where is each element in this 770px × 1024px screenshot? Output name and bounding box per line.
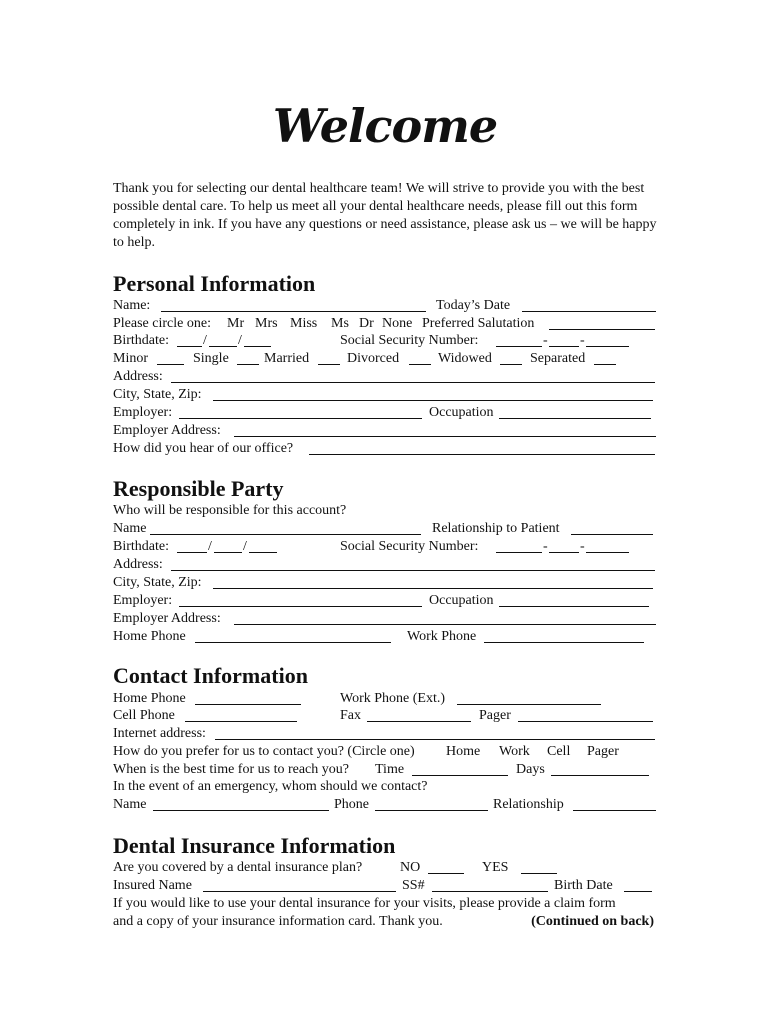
emergency-question: In the event of an emergency, whom should we contact? xyxy=(113,779,428,794)
preferred-salutation-field[interactable] xyxy=(549,329,655,330)
responsible-address-field[interactable] xyxy=(171,570,655,571)
responsible-question-row xyxy=(113,502,658,520)
insured-birth-date-label: Birth Date xyxy=(554,878,613,893)
responsible-birthdate-year-field[interactable] xyxy=(249,552,277,553)
time-field[interactable] xyxy=(412,775,508,776)
birthdate-row: Birthdate: / / Social Security Number: - - xyxy=(113,332,658,350)
occupation-label: Occupation xyxy=(429,405,494,420)
insurance-coverage-label: Are you covered by a dental insurance plan? xyxy=(113,860,363,875)
ssn-label: Social Security Number: xyxy=(340,333,479,348)
married-label: Married xyxy=(264,351,310,366)
cell-phone-label: Cell Phone xyxy=(113,708,175,723)
salutation-option-mr[interactable]: Mr xyxy=(227,316,245,331)
employer-address-row xyxy=(113,422,658,440)
insured-ssn-field[interactable] xyxy=(432,891,548,892)
responsible-birthdate-row: Birthdate: / / Social Security Number: - - xyxy=(113,538,658,556)
address-label: Address: xyxy=(113,369,163,384)
responsible-name-field[interactable] xyxy=(150,534,421,535)
minor-field[interactable] xyxy=(157,364,184,365)
emergency-phone-field[interactable] xyxy=(375,810,488,811)
preferred-salutation-label: Preferred Salutation xyxy=(422,316,535,331)
responsible-name-label: Name xyxy=(113,521,147,536)
contact-work-phone-label: Work Phone (Ext.) xyxy=(340,691,446,706)
birthdate-day-field[interactable] xyxy=(209,346,237,347)
responsible-employer-address-field[interactable] xyxy=(234,624,656,625)
responsible-ssn-field-part3[interactable] xyxy=(586,552,629,553)
employer-address-label: Employer Address: xyxy=(113,423,221,438)
salutation-option-miss[interactable]: Miss xyxy=(290,316,318,331)
salutation-row xyxy=(113,315,658,333)
prefer-option-home[interactable]: Home xyxy=(446,744,481,759)
responsible-work-phone-field[interactable] xyxy=(484,642,644,643)
contact-preference-label: How do you prefer for us to contact you? (Circle one) xyxy=(113,744,415,759)
responsible-city-state-zip-label: City, State, Zip: xyxy=(113,575,202,590)
insurance-note-row-2 xyxy=(113,913,658,931)
referral-label: How did you hear of our office? xyxy=(113,441,294,456)
city-state-zip-row xyxy=(113,386,658,404)
insured-ssn-label: SS# xyxy=(402,878,425,893)
time-label: Time xyxy=(375,762,405,777)
name-field[interactable] xyxy=(161,311,426,312)
insurance-yes-label: YES xyxy=(482,860,509,875)
prefer-option-work[interactable]: Work xyxy=(499,744,530,759)
address-row xyxy=(113,368,658,386)
referral-field[interactable] xyxy=(309,454,655,455)
responsible-occupation-label: Occupation xyxy=(429,593,494,608)
occupation-field[interactable] xyxy=(499,418,651,419)
responsible-address-row xyxy=(113,556,658,574)
responsible-occupation-field[interactable] xyxy=(499,606,649,607)
address-field[interactable] xyxy=(171,382,655,383)
emergency-phone-label: Phone xyxy=(334,797,369,812)
responsible-birthdate-label: Birthdate: xyxy=(113,539,169,554)
days-label: Days xyxy=(516,762,545,777)
personal-name-row xyxy=(113,297,658,315)
ssn-field-part3[interactable] xyxy=(586,346,629,347)
married-field[interactable] xyxy=(318,364,340,365)
salutation-option-mrs[interactable]: Mrs xyxy=(255,316,278,331)
city-state-zip-label: City, State, Zip: xyxy=(113,387,202,402)
intro-paragraph: Thank you for selecting our dental healthcare team! We will strive to provide you with the best possible dental care. To help us meet all your dental healthcare needs, please fill out this form completely in ink. If you have any questions or need assistance, please ask us – we will be happy to help. xyxy=(113,181,657,250)
responsible-phone-row xyxy=(113,628,658,646)
marital-status-row xyxy=(113,350,658,368)
responsible-employer-row xyxy=(113,592,658,610)
birthdate-month-field[interactable] xyxy=(177,346,202,347)
contact-work-phone-field[interactable] xyxy=(457,704,601,705)
responsible-employer-address-row xyxy=(113,610,658,628)
employer-row xyxy=(113,404,658,422)
insured-name-label: Insured Name xyxy=(113,878,192,893)
responsible-birthdate-day-field[interactable] xyxy=(214,552,242,553)
fax-label: Fax xyxy=(340,708,361,723)
todays-date-label: Today’s Date xyxy=(436,298,511,313)
responsible-employer-label: Employer: xyxy=(113,593,173,608)
internet-address-field[interactable] xyxy=(215,739,655,740)
single-field[interactable] xyxy=(237,364,259,365)
ssn-field-part2[interactable] xyxy=(549,346,579,347)
minor-label: Minor xyxy=(113,351,148,366)
salutation-option-ms[interactable]: Ms xyxy=(331,316,349,331)
insurance-note-line2: and a copy of your insurance information card. Thank you. xyxy=(113,914,443,929)
ssn-field-part1[interactable] xyxy=(496,346,542,347)
responsible-employer-address-label: Employer Address: xyxy=(113,611,221,626)
insurance-no-field[interactable] xyxy=(428,873,464,874)
contact-home-phone-field[interactable] xyxy=(195,704,301,705)
name-label: Name: xyxy=(113,298,151,313)
employer-label: Employer: xyxy=(113,405,173,420)
contact-home-phone-label: Home Phone xyxy=(113,691,186,706)
divorced-field[interactable] xyxy=(409,364,431,365)
relationship-to-patient-field[interactable] xyxy=(571,534,653,535)
separated-label: Separated xyxy=(530,351,586,366)
widowed-label: Widowed xyxy=(438,351,492,366)
internet-address-row xyxy=(113,725,658,743)
emergency-question-row xyxy=(113,778,658,796)
fax-field[interactable] xyxy=(367,721,471,722)
prefer-option-cell[interactable]: Cell xyxy=(547,744,571,759)
insurance-yes-field[interactable] xyxy=(521,873,557,874)
responsible-ssn-field-part2[interactable] xyxy=(549,552,579,553)
responsible-name-row xyxy=(113,520,658,538)
birthdate-year-field[interactable] xyxy=(244,346,271,347)
responsible-ssn-field-part1[interactable] xyxy=(496,552,542,553)
single-label: Single xyxy=(193,351,229,366)
widowed-field[interactable] xyxy=(500,364,522,365)
employer-field[interactable] xyxy=(179,418,422,419)
separated-field[interactable] xyxy=(594,364,616,365)
page-title: Welcome xyxy=(272,99,498,153)
responsible-party-heading: Responsible Party xyxy=(113,476,284,501)
emergency-name-label: Name xyxy=(113,797,147,812)
responsible-home-phone-label: Home Phone xyxy=(113,629,186,644)
insured-name-field[interactable] xyxy=(203,891,396,892)
employer-address-field[interactable] xyxy=(234,436,656,437)
contact-phone-row xyxy=(113,690,658,708)
salutation-option-dr[interactable]: Dr xyxy=(359,316,374,331)
insurance-note-line1: If you would like to use your dental insurance for your visits, please provide a claim form xyxy=(113,896,616,911)
todays-date-field[interactable] xyxy=(522,311,656,312)
contact-information-heading: Contact Information xyxy=(113,663,308,688)
insurance-note-row-1 xyxy=(113,895,658,913)
responsible-home-phone-field[interactable] xyxy=(195,642,391,643)
personal-information-heading: Personal Information xyxy=(113,271,316,296)
relationship-to-patient-label: Relationship to Patient xyxy=(432,521,560,536)
best-time-label: When is the best time for us to reach you? xyxy=(113,762,349,777)
contact-cell-fax-row xyxy=(113,707,658,725)
responsible-work-phone-label: Work Phone xyxy=(407,629,477,644)
best-time-row xyxy=(113,761,658,779)
continued-on-back-label: (Continued on back) xyxy=(531,914,654,929)
days-field[interactable] xyxy=(551,775,649,776)
insurance-coverage-row xyxy=(113,859,658,877)
birthdate-label: Birthdate: xyxy=(113,333,169,348)
insurance-no-label: NO xyxy=(400,860,421,875)
referral-row xyxy=(113,440,658,458)
responsible-employer-field[interactable] xyxy=(179,606,422,607)
insured-birth-date-field[interactable] xyxy=(624,891,652,892)
insured-name-row xyxy=(113,877,658,895)
responsible-ssn-label: Social Security Number: xyxy=(340,539,479,554)
responsible-city-state-zip-field[interactable] xyxy=(213,588,653,589)
salutation-option-none[interactable]: None xyxy=(382,316,413,331)
dental-insurance-heading: Dental Insurance Information xyxy=(113,833,396,858)
emergency-relationship-label: Relationship xyxy=(493,797,564,812)
responsible-birthdate-month-field[interactable] xyxy=(177,552,207,553)
emergency-contact-row xyxy=(113,796,658,814)
circle-one-label: Please circle one: xyxy=(113,316,211,331)
internet-address-label: Internet address: xyxy=(113,726,206,741)
contact-preference-row xyxy=(113,743,658,761)
emergency-name-field[interactable] xyxy=(153,810,329,811)
cell-phone-field[interactable] xyxy=(185,721,297,722)
responsible-question: Who will be responsible for this account? xyxy=(113,503,347,518)
responsible-city-state-zip-row xyxy=(113,574,658,592)
pager-label: Pager xyxy=(479,708,511,723)
pager-field[interactable] xyxy=(518,721,653,722)
prefer-option-pager[interactable]: Pager xyxy=(587,744,619,759)
city-state-zip-field[interactable] xyxy=(213,400,653,401)
responsible-address-label: Address: xyxy=(113,557,163,572)
emergency-relationship-field[interactable] xyxy=(573,810,656,811)
divorced-label: Divorced xyxy=(347,351,400,366)
